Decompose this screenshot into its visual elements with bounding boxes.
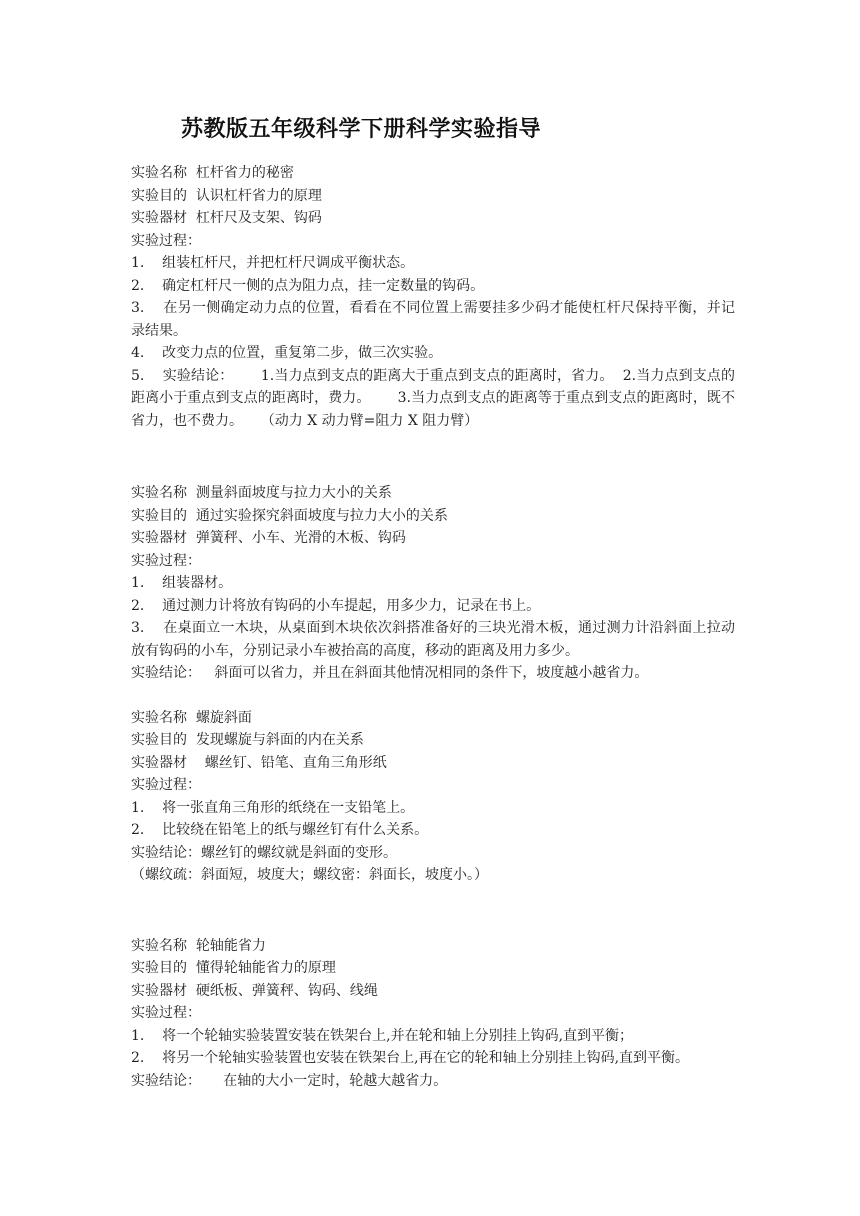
experiment-step: 1. 组装器材。 (131, 575, 233, 591)
experiment-step: 3. 在桌面立一木块，从桌面到木块依次斜搭准备好的三块光滑木板，通过测力计沿斜面上拉动放有钩码的小车，分别记录小车被抬高的高度，移动的距离及用力多少。 (131, 620, 735, 659)
page-title: 苏教版五年级科学下册科学实验指导 (181, 117, 542, 142)
experiment-step-conclusion: 5. 实验结论： 1.当力点到支点的距离大于重点到支点的距离时，省力。 2.当力点到支点的距离小于重点到支点的距离时，费力。 3.当力点到支点的距离等于重点到支点的距离时，既不省力，也不费力。 （动力 X 动力臂=阻力 X 阻力臂） (131, 367, 735, 429)
experiment-step: 2. 确定杠杆尺一侧的点为阻力点，挂一定数量的钩码。 (131, 277, 485, 294)
experiment-step: 3. 在另一侧确定动力点的位置，看看在不同位置上需要挂多少码才能使杠杆尺保持平衡，并记录结果。 (131, 300, 735, 339)
experiment-equipment: 实验器材 硬纸板、弹簧秤、钩码、线绳 (131, 982, 378, 999)
experiment-purpose: 实验目的 认识杠杆省力的原理 (131, 187, 322, 204)
experiment-name: 实验名称 杠杆省力的秘密 (131, 165, 294, 181)
experiment-step: 2. 通过测力计将放有钩码的小车提起，用多少力，记录在书上。 (131, 597, 541, 614)
experiment-purpose: 实验目的 通过实验探究斜面坡度与拉力大小的关系 (131, 507, 448, 524)
experiment-section-2 (131, 482, 735, 685)
experiment-step: 1. 将一个轮轴实验装置安装在铁架台上,并在轮和轴上分别挂上钩码,直到平衡； (131, 1027, 634, 1044)
experiment-step: 4. 改变力点的位置，重复第二步，做三次实验。 (131, 345, 443, 361)
document-body (131, 162, 735, 1092)
experiment-conclusion: 实验结论： 在轴的大小一定时，轮越大越省力。 (131, 1072, 448, 1089)
experiment-name: 实验名称 螺旋斜面 (131, 709, 252, 726)
experiment-equipment: 实验器材 杠杆尺及支架、钩码 (131, 210, 322, 226)
experiment-step: 1. 将一张直角三角形的纸绕在一支铅笔上。 (131, 799, 415, 816)
experiment-section-3 (131, 707, 735, 887)
experiment-step: 2. 比较绕在铅笔上的纸与螺丝钉有什么关系。 (131, 822, 429, 838)
experiment-step: 2. 将另一个轮轴实验装置也安装在铁架台上,再在它的轮和轴上分别挂上钩码,直到平衡。 (131, 1050, 690, 1066)
experiment-section-4 (131, 935, 735, 1093)
experiment-equipment: 实验器材 螺丝钉、铅笔、直角三角形纸 (131, 754, 387, 771)
experiment-note: （螺纹疏：斜面短，坡度大；螺纹密：斜面长，坡度小。） (131, 867, 488, 883)
experiment-name: 实验名称 轮轴能省力 (131, 937, 266, 954)
experiment-process-label: 实验过程： (131, 1005, 201, 1021)
experiment-section-1 (131, 162, 735, 432)
experiment-purpose: 实验目的 发现螺旋与斜面的内在关系 (131, 732, 364, 748)
experiment-step: 1. 组装杠杆尺，并把杠杆尺调成平衡状态。 (131, 255, 415, 271)
experiment-process-label: 实验过程： (131, 777, 201, 793)
experiment-conclusion: 实验结论：螺丝钉的螺纹就是斜面的变形。 (131, 844, 397, 861)
experiment-conclusion: 实验结论： 斜面可以省力，并且在斜面其他情况相同的条件下，坡度越小越省力。 (131, 665, 649, 681)
experiment-name: 实验名称 测量斜面坡度与拉力大小的关系 (131, 485, 392, 501)
experiment-process-label: 实验过程： (131, 552, 201, 569)
experiment-equipment: 实验器材 弹簧秤、小车、光滑的木板、钩码 (131, 530, 406, 546)
experiment-process-label: 实验过程： (131, 232, 201, 249)
experiment-purpose: 实验目的 懂得轮轴能省力的原理 (131, 960, 336, 976)
